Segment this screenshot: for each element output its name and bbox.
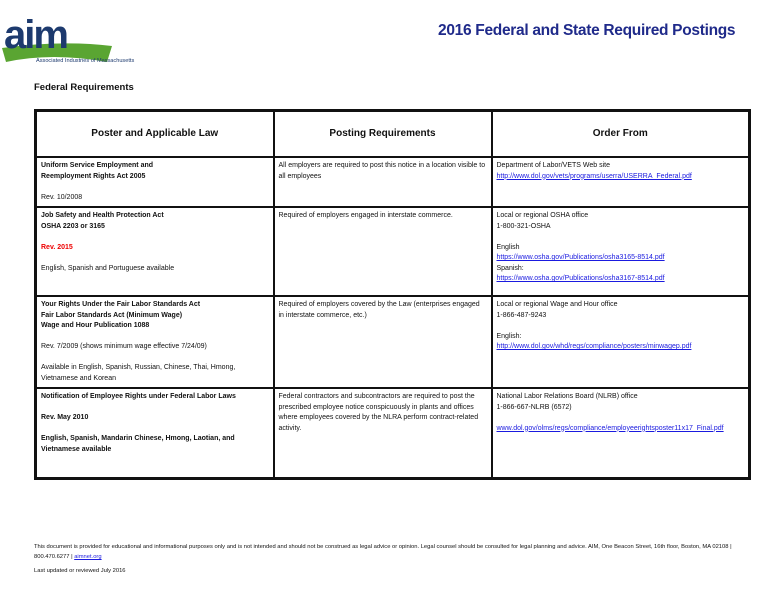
- order-phone: 1-866-667-NLRB (6572): [496, 403, 572, 411]
- posting-requirement: Federal contractors and subcontractors are required to post the prescribed employee notice conspicuously in plants and offices where employees covered by the NLRA perform contract-related activity.: [274, 388, 492, 478]
- header-requirements: Posting Requirements: [274, 111, 492, 158]
- disclaimer-text: This document is provided for educational and informational purposes only and is not intended and should not be construed as legal advice or opinion. Legal counsel should be consulted for legal planning and advice. AIM, One Beacon Street, 16th floor, Boston, MA 02108 | 800.470.6277 |: [34, 544, 732, 560]
- revision: Rev. 10/2008: [41, 193, 83, 201]
- header-law: Poster and Applicable Law: [36, 111, 274, 158]
- law-name: Job Safety and Health Protection Act: [41, 212, 164, 219]
- order-link[interactable]: http://www.dol.gov/whd/regs/compliance/posters/minwagep.pdf: [496, 343, 692, 350]
- order-link[interactable]: www.dol.gov/olms/regs/compliance/employeerightsposter11x17_Final.pdf: [496, 424, 724, 432]
- revision: Rev. May 2010: [41, 414, 89, 421]
- posting-requirement: All employers are required to post this notice in a location visible to all employees: [274, 157, 492, 207]
- table-header-row: [36, 111, 750, 158]
- table-row: [36, 207, 750, 296]
- header-order-from: Order From: [492, 111, 750, 158]
- law-name: Reemployment Rights Act 2005: [41, 172, 146, 180]
- aimnet-link[interactable]: aimnet.org: [74, 554, 102, 560]
- section-title: Federal Requirements: [34, 82, 134, 93]
- order-source: Local or regional OSHA office: [496, 212, 589, 219]
- order-link[interactable]: http://www.dol.gov/vets/programs/userra/USERRA_Federal.pdf: [496, 172, 692, 180]
- law-name: OSHA 2203 or 3165: [41, 222, 105, 230]
- order-phone: 1-800-321-OSHA: [496, 222, 551, 230]
- order-source: National Labor Relations Board (NLRB) office: [496, 393, 638, 400]
- posting-requirement: Required of employers engaged in interstate commerce.: [274, 207, 492, 296]
- table-row: [36, 157, 750, 207]
- logo-subtitle: Associated Industries of Massachusetts: [36, 58, 135, 64]
- language-label: Spanish:: [496, 264, 524, 272]
- order-phone: 1-866-487-9243: [496, 311, 547, 319]
- law-name: Fair Labor Standards Act (Minimum Wage): [41, 311, 183, 319]
- logo-text: aim: [4, 13, 67, 57]
- requirements-table: [34, 109, 751, 480]
- law-name: Notification of Employee Rights under Federal Labor Laws: [41, 393, 236, 400]
- footer-disclaimer: [34, 542, 754, 562]
- posting-requirement: Required of employers covered by the Law (enterprises engaged in interstate commerce, etc.): [274, 296, 492, 388]
- availability: English, Spanish and Portuguese available: [41, 264, 175, 272]
- table-row: [36, 296, 750, 388]
- order-link[interactable]: https://www.osha.gov/Publications/osha3165-8514.pdf: [496, 254, 665, 261]
- aim-logo: [2, 10, 162, 65]
- page-title: 2016 Federal and State Required Postings: [438, 22, 736, 39]
- law-name: Wage and Hour Publication 1088: [41, 322, 150, 329]
- revision: Rev. 7/2009 (shows minimum wage effective 7/24/09): [41, 343, 207, 350]
- law-name: Your Rights Under the Fair Labor Standards Act: [41, 301, 201, 308]
- revision: Rev. 2015: [41, 243, 73, 251]
- order-link[interactable]: https://www.osha.gov/Publications/osha3167-8514.pdf: [496, 275, 665, 282]
- language-label: English:: [496, 332, 522, 340]
- language-label: English: [496, 243, 520, 251]
- order-source: Department of Labor/VETS Web site: [496, 162, 610, 169]
- availability: English, Spanish, Mandarin Chinese, Hmong, Laotian, and Vietnamese available: [41, 435, 235, 453]
- availability: Available in English, Spanish, Russian, Chinese, Thai, Hmong, Vietnamese and Korean: [41, 364, 236, 382]
- order-source: Local or regional Wage and Hour office: [496, 301, 618, 308]
- law-name: Uniform Service Employment and: [41, 162, 154, 169]
- last-updated: Last updated or reviewed July 2016: [34, 568, 126, 574]
- table-row: [36, 388, 750, 478]
